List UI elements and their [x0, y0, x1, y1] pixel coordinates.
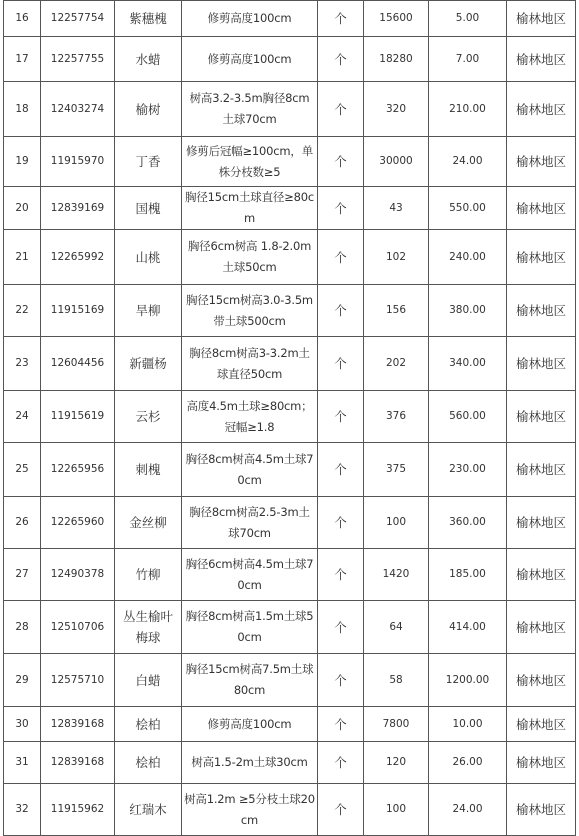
region-cell: 榆林地区	[507, 549, 576, 601]
specification-cell: 树高1.2m ≥5分枝土球20cm	[182, 784, 318, 836]
region-cell: 榆林地区	[507, 1, 576, 37]
quantity-cell: 15600	[364, 1, 429, 37]
region-cell: 榆林地区	[507, 82, 576, 137]
region-cell: 榆林地区	[507, 601, 576, 654]
unit-cell: 个	[318, 443, 364, 497]
item-code-cell: 12839168	[41, 742, 115, 784]
specification-cell: 树高3.2-3.5m胸径8cm土球70cm	[182, 82, 318, 137]
row-number-cell: 28	[4, 601, 41, 654]
specification-cell: 修剪高度100cm	[182, 1, 318, 37]
item-code-cell: 12604456	[41, 337, 115, 391]
item-code-cell: 12510706	[41, 601, 115, 654]
specification-cell: 修剪高度100cm	[182, 707, 318, 742]
quantity-cell: 30000	[364, 137, 429, 187]
unit-cell: 个	[318, 742, 364, 784]
plant-name-cell: 云杉	[115, 391, 182, 443]
specification-cell: 胸径15cm树高3.0-3.5m带土球500cm	[182, 285, 318, 337]
specification-cell: 胸径6cm树高 1.8-2.0m土球50cm	[182, 230, 318, 285]
quantity-cell: 376	[364, 391, 429, 443]
quantity-cell: 375	[364, 443, 429, 497]
item-code-cell: 12265956	[41, 443, 115, 497]
item-code-cell: 12839169	[41, 187, 115, 230]
specification-cell: 胸径15cm土球直径≥80cm	[182, 187, 318, 230]
row-number-cell: 20	[4, 187, 41, 230]
region-cell: 榆林地区	[507, 654, 576, 707]
row-number-cell: 29	[4, 654, 41, 707]
region-cell: 榆林地区	[507, 137, 576, 187]
specification-cell: 高度4.5m土球≥80cm；冠幅≥1.8	[182, 391, 318, 443]
row-number-cell: 17	[4, 37, 41, 82]
specification-cell: 胸径15cm树高7.5m土球80cm	[182, 654, 318, 707]
quantity-cell: 100	[364, 497, 429, 549]
unit-cell: 个	[318, 784, 364, 836]
plant-name-cell: 刺槐	[115, 443, 182, 497]
region-cell: 榆林地区	[507, 443, 576, 497]
table-row	[4, 654, 576, 707]
row-number-cell: 18	[4, 82, 41, 137]
table-row	[4, 187, 576, 230]
quantity-cell: 43	[364, 187, 429, 230]
table-body	[4, 1, 576, 836]
unit-price-cell: 24.00	[429, 137, 507, 187]
quantity-cell: 58	[364, 654, 429, 707]
region-cell: 榆林地区	[507, 37, 576, 82]
unit-cell: 个	[318, 337, 364, 391]
item-code-cell: 12490378	[41, 549, 115, 601]
unit-price-cell: 10.00	[429, 707, 507, 742]
plant-name-cell: 红瑞木	[115, 784, 182, 836]
row-number-cell: 27	[4, 549, 41, 601]
plant-name-cell: 桧柏	[115, 707, 182, 742]
unit-price-cell: 414.00	[429, 601, 507, 654]
table-row	[4, 497, 576, 549]
unit-cell: 个	[318, 285, 364, 337]
region-cell: 榆林地区	[507, 497, 576, 549]
item-code-cell: 11915619	[41, 391, 115, 443]
row-number-cell: 22	[4, 285, 41, 337]
table-row	[4, 707, 576, 742]
unit-price-cell: 380.00	[429, 285, 507, 337]
item-code-cell: 12265960	[41, 497, 115, 549]
specification-cell: 胸径8cm树高2.5-3m土球70cm	[182, 497, 318, 549]
table-row	[4, 230, 576, 285]
unit-cell: 个	[318, 654, 364, 707]
quantity-cell: 320	[364, 82, 429, 137]
unit-price-cell: 560.00	[429, 391, 507, 443]
specification-cell: 胸径8cm树高1.5m土球50cm	[182, 601, 318, 654]
unit-cell: 个	[318, 601, 364, 654]
plant-name-cell: 榆树	[115, 82, 182, 137]
unit-price-cell: 24.00	[429, 784, 507, 836]
row-number-cell: 16	[4, 1, 41, 37]
unit-price-cell: 5.00	[429, 1, 507, 37]
table-row	[4, 443, 576, 497]
unit-price-cell: 1200.00	[429, 654, 507, 707]
row-number-cell: 24	[4, 391, 41, 443]
item-code-cell: 12257755	[41, 37, 115, 82]
plant-name-cell: 国槐	[115, 187, 182, 230]
table-row	[4, 601, 576, 654]
region-cell: 榆林地区	[507, 337, 576, 391]
row-number-cell: 31	[4, 742, 41, 784]
table-row	[4, 285, 576, 337]
plant-name-cell: 山桃	[115, 230, 182, 285]
item-code-cell: 12403274	[41, 82, 115, 137]
quantity-cell: 100	[364, 784, 429, 836]
row-number-cell: 19	[4, 137, 41, 187]
region-cell: 榆林地区	[507, 742, 576, 784]
specification-cell: 胸径6cm树高4.5m土球70cm	[182, 549, 318, 601]
plant-name-cell: 水蜡	[115, 37, 182, 82]
unit-price-cell: 240.00	[429, 230, 507, 285]
quantity-cell: 202	[364, 337, 429, 391]
unit-price-cell: 185.00	[429, 549, 507, 601]
plant-name-cell: 丛生榆叶梅球	[115, 601, 182, 654]
unit-cell: 个	[318, 391, 364, 443]
unit-cell: 个	[318, 137, 364, 187]
price-table	[3, 0, 576, 836]
unit-cell: 个	[318, 37, 364, 82]
item-code-cell: 11915962	[41, 784, 115, 836]
unit-cell: 个	[318, 230, 364, 285]
quantity-cell: 120	[364, 742, 429, 784]
unit-price-cell: 340.00	[429, 337, 507, 391]
item-code-cell: 12839168	[41, 707, 115, 742]
item-code-cell: 12257754	[41, 1, 115, 37]
region-cell: 榆林地区	[507, 707, 576, 742]
quantity-cell: 1420	[364, 549, 429, 601]
unit-cell: 个	[318, 549, 364, 601]
table-row	[4, 1, 576, 37]
specification-cell: 修剪高度100cm	[182, 37, 318, 82]
region-cell: 榆林地区	[507, 187, 576, 230]
plant-name-cell: 金丝柳	[115, 497, 182, 549]
specification-cell: 胸径8cm树高3-3.2m土球直径50cm	[182, 337, 318, 391]
quantity-cell: 156	[364, 285, 429, 337]
table-row	[4, 784, 576, 836]
unit-price-cell: 7.00	[429, 37, 507, 82]
item-code-cell: 11915169	[41, 285, 115, 337]
plant-name-cell: 紫穗槐	[115, 1, 182, 37]
plant-name-cell: 白蜡	[115, 654, 182, 707]
unit-price-cell: 26.00	[429, 742, 507, 784]
table-row	[4, 391, 576, 443]
table-row	[4, 82, 576, 137]
plant-name-cell: 新疆杨	[115, 337, 182, 391]
specification-cell: 胸径8cm树高4.5m土球70cm	[182, 443, 318, 497]
item-code-cell: 11915970	[41, 137, 115, 187]
row-number-cell: 26	[4, 497, 41, 549]
table-row	[4, 137, 576, 187]
region-cell: 榆林地区	[507, 230, 576, 285]
table-row	[4, 549, 576, 601]
row-number-cell: 23	[4, 337, 41, 391]
unit-price-cell: 210.00	[429, 82, 507, 137]
plant-name-cell: 旱柳	[115, 285, 182, 337]
region-cell: 榆林地区	[507, 391, 576, 443]
table-row	[4, 37, 576, 82]
row-number-cell: 32	[4, 784, 41, 836]
region-cell: 榆林地区	[507, 285, 576, 337]
item-code-cell: 12575710	[41, 654, 115, 707]
unit-cell: 个	[318, 707, 364, 742]
plant-name-cell: 竹柳	[115, 549, 182, 601]
unit-price-cell: 550.00	[429, 187, 507, 230]
row-number-cell: 25	[4, 443, 41, 497]
quantity-cell: 64	[364, 601, 429, 654]
quantity-cell: 102	[364, 230, 429, 285]
unit-cell: 个	[318, 497, 364, 549]
specification-cell: 修剪后冠幅≥100cm，单株分枝数≥5	[182, 137, 318, 187]
region-cell: 榆林地区	[507, 784, 576, 836]
unit-cell: 个	[318, 1, 364, 37]
plant-name-cell: 桧柏	[115, 742, 182, 784]
plant-name-cell: 丁香	[115, 137, 182, 187]
row-number-cell: 30	[4, 707, 41, 742]
unit-cell: 个	[318, 187, 364, 230]
quantity-cell: 7800	[364, 707, 429, 742]
table-row	[4, 742, 576, 784]
item-code-cell: 12265992	[41, 230, 115, 285]
unit-price-cell: 230.00	[429, 443, 507, 497]
specification-cell: 树高1.5-2m土球30cm	[182, 742, 318, 784]
unit-cell: 个	[318, 82, 364, 137]
table-row	[4, 337, 576, 391]
quantity-cell: 18280	[364, 37, 429, 82]
row-number-cell: 21	[4, 230, 41, 285]
unit-price-cell: 360.00	[429, 497, 507, 549]
